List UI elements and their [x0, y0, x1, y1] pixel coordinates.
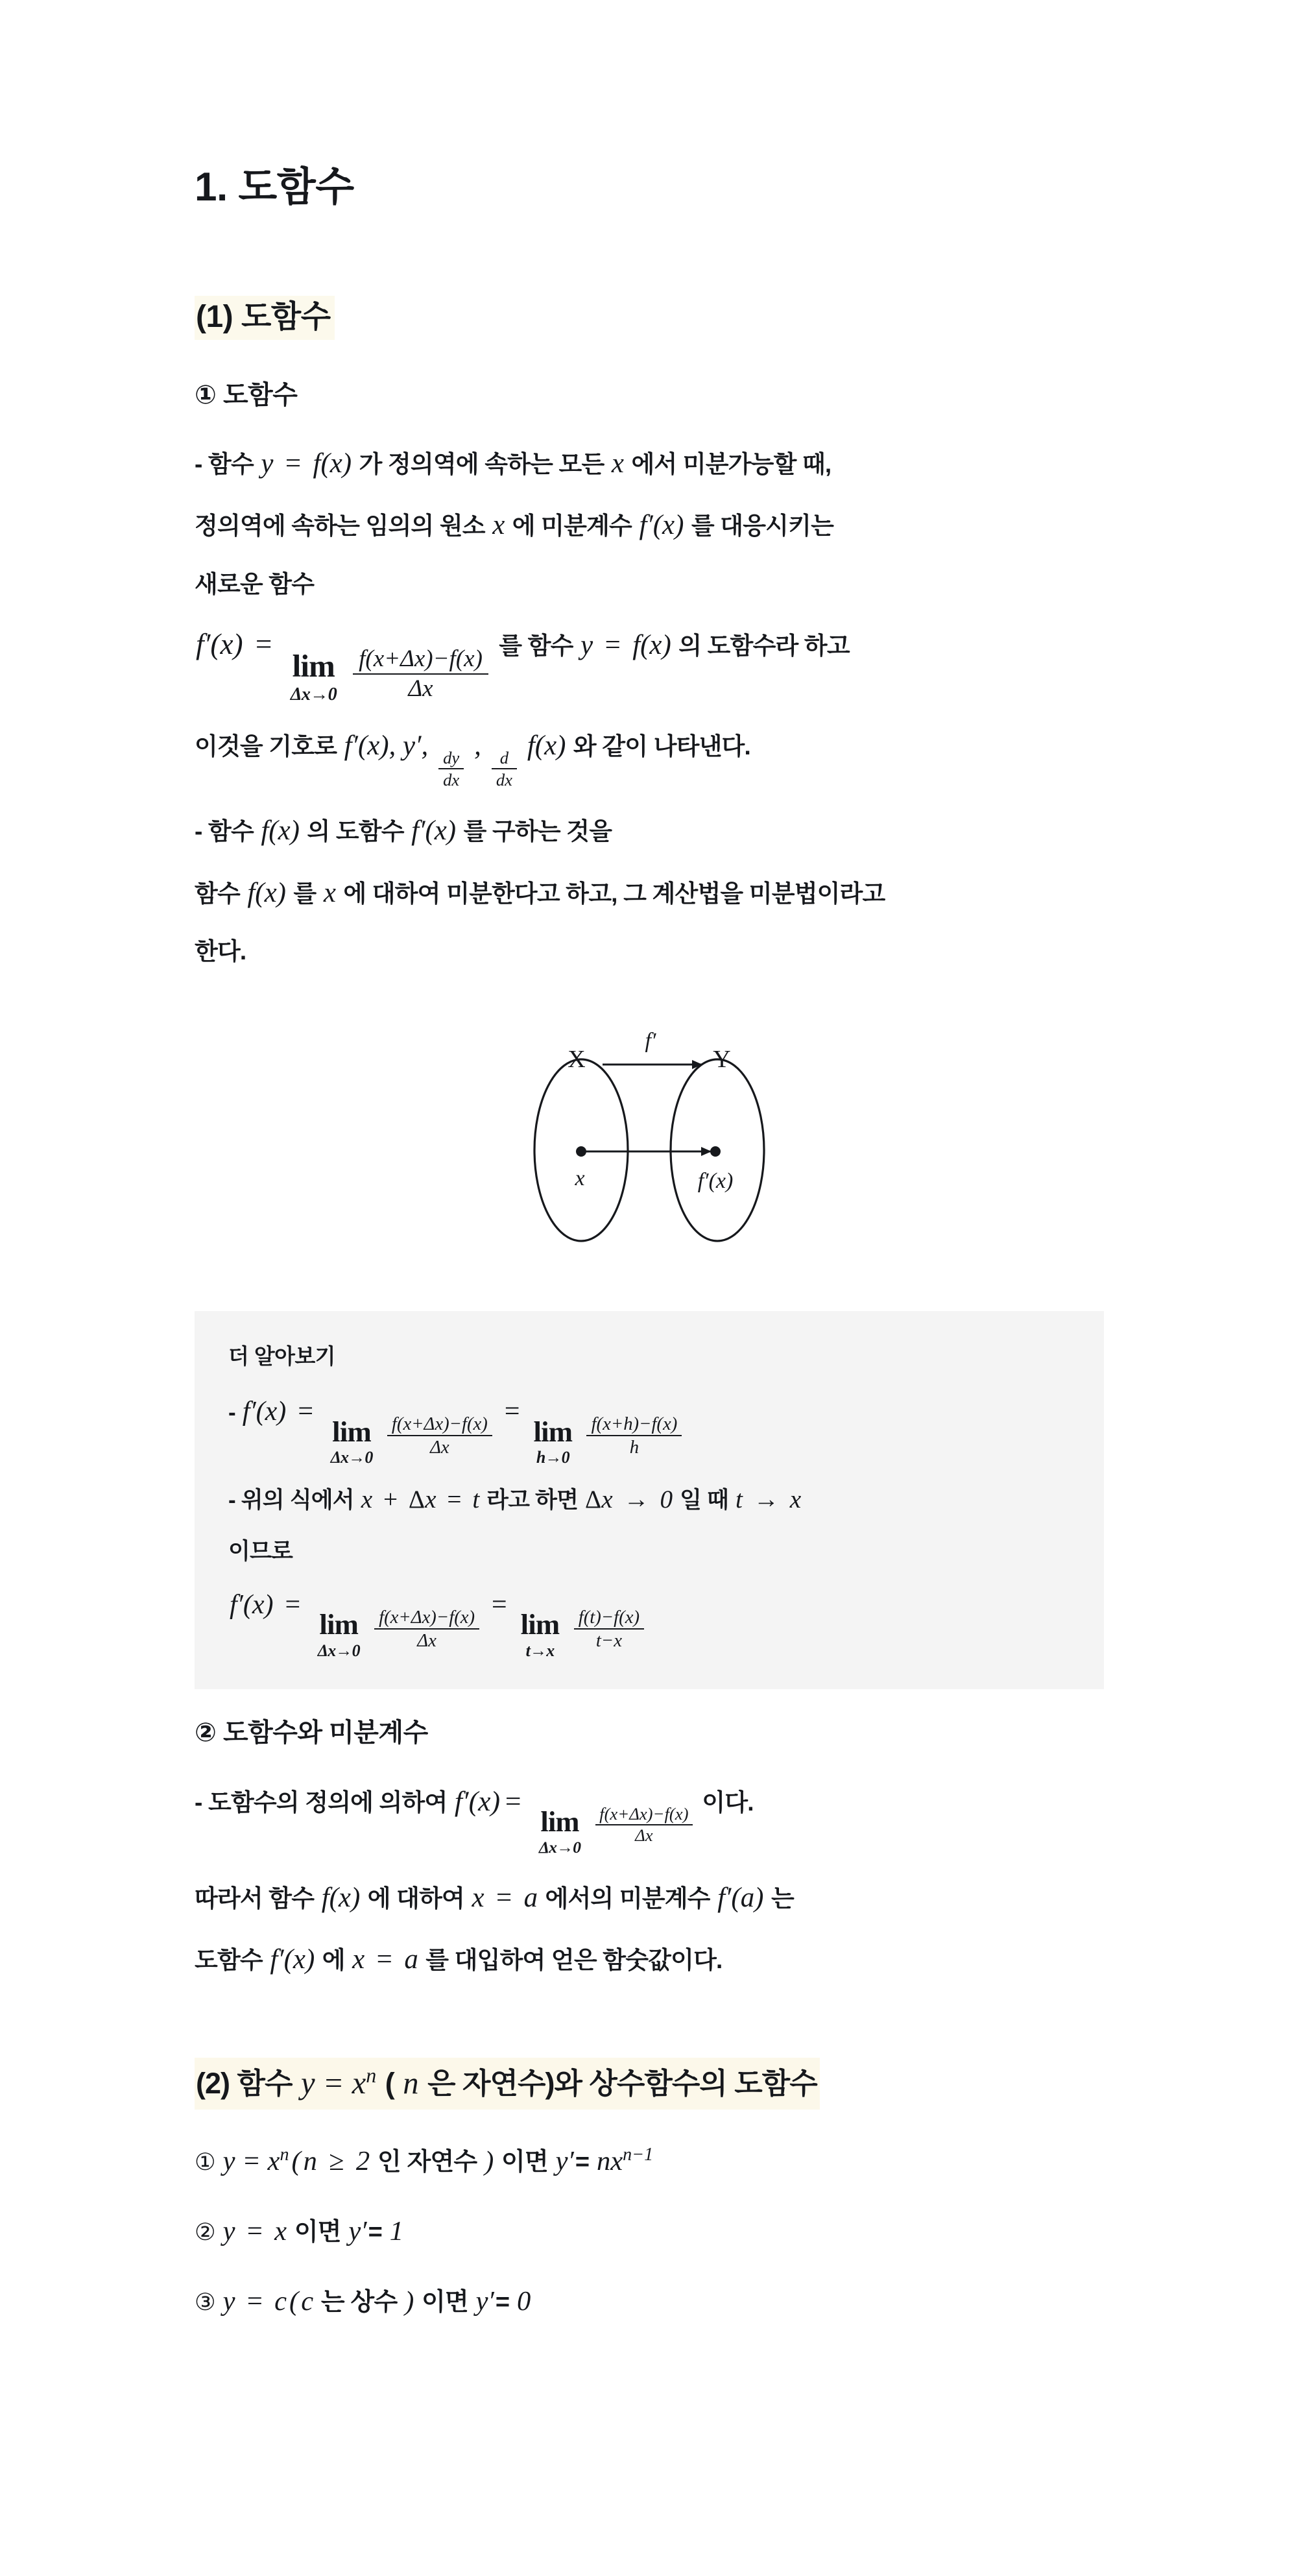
math-rule-result: 0	[517, 2286, 531, 2317]
section-1-heading-wrap	[195, 296, 1104, 340]
math-base: y = x	[300, 2065, 366, 2101]
fraction-denominator: h	[586, 1435, 682, 1458]
paragraph-notation-line	[195, 723, 1104, 789]
text-fragment: 이면	[422, 2289, 468, 2317]
math-x: x	[611, 448, 624, 479]
fraction-denominator: Δx	[374, 1628, 479, 1651]
text-fragment: 를 함수	[499, 632, 573, 659]
limit-delta-x-to-zero	[313, 1610, 365, 1659]
mapping-diagram	[513, 1014, 785, 1260]
point-label-f-prime-x: f′(x)	[697, 1169, 734, 1194]
text-fragment: 에서 미분가능할 때,	[631, 450, 831, 477]
rule-item	[195, 2209, 1104, 2254]
math-x: x	[492, 510, 505, 541]
set-label-x: X	[568, 1046, 586, 1074]
math-rule-result: 1	[389, 2216, 404, 2247]
text-fragment: 일 때	[680, 1487, 729, 1513]
text-fragment: -	[228, 1400, 235, 1426]
math-y-equals-x-pow-n	[300, 2065, 377, 2101]
fraction-numerator: f(x+Δx)−f(x)	[391, 1414, 488, 1435]
text-fragment: 에 대하여 미분한다고 하고, 그 계산법을 미분법이라고	[343, 880, 885, 907]
text-fragment: 를 대입하여 얻은 함숫값이다.	[425, 1947, 723, 1974]
section-1-heading: (1) 도함수	[195, 296, 335, 340]
paragraph-differential-coefficient-line-1	[195, 1875, 1104, 1921]
text-fragment: 도함수	[195, 1947, 263, 1974]
fraction-denominator: Δx	[595, 1824, 693, 1845]
limit-subscript: Δx→0	[317, 1641, 360, 1660]
math-rule-lhs: y = x	[222, 2216, 287, 2247]
math-rule-result	[595, 2146, 654, 2176]
point-x-dot	[576, 1146, 586, 1157]
math-fx: f(x)	[247, 877, 286, 908]
text-fragment: 정의역에 속하는 임의의 원소	[195, 512, 485, 540]
math-condition: n ≥ 2	[303, 2146, 370, 2177]
text-fragment: 에 미분계수	[512, 512, 632, 540]
paragraph-derivative-computation-line-3: 한다.	[195, 938, 246, 965]
limit-operator: lim	[292, 648, 335, 684]
math-x-equals-a: x = a	[472, 1882, 538, 1913]
limit-subscript: h→0	[536, 1448, 569, 1467]
limit-h-to-zero	[528, 1417, 577, 1466]
rule-item	[195, 2139, 1104, 2184]
fraction-difference-quotient-delta	[384, 1414, 496, 1458]
callout-learn-more	[195, 1311, 1104, 1689]
fraction-denominator: dx	[438, 768, 463, 789]
math-f-prime-a: f′(a)	[717, 1882, 764, 1913]
text-fragment: - 함수	[195, 450, 254, 477]
math-f-prime-x-equals: f′(x) =	[454, 1785, 521, 1817]
text-fragment: 를	[293, 880, 317, 907]
text-fragment: 함수	[195, 880, 240, 907]
text-fragment: 의 도함수	[307, 818, 404, 845]
fraction-difference-quotient-t	[570, 1607, 647, 1651]
math-paren-open: (	[289, 2286, 299, 2317]
math-paren-open: (	[291, 2146, 301, 2177]
fraction-numerator: f(x+Δx)−f(x)	[359, 645, 483, 673]
math-equals: =	[490, 1590, 508, 1620]
math-x: x	[323, 877, 336, 908]
paragraph-derivative-computation-line-1	[195, 808, 1104, 854]
limit-operator: lim	[319, 1608, 359, 1641]
math-x-equals-a: x = a	[352, 1944, 418, 1975]
subsection-1-2-heading: ② 도함수와 미분계수	[195, 1718, 428, 1747]
callout-equation-row-1	[228, 1390, 1070, 1466]
section-2-heading	[195, 2058, 820, 2110]
math-rule-rhs: y′	[348, 2216, 367, 2247]
rule-item	[195, 2280, 1104, 2324]
paragraph-differential-coefficient-line-2	[195, 1937, 1104, 1982]
point-label-x: x	[575, 1166, 585, 1191]
callout-title: 더 알아보기	[228, 1344, 335, 1369]
math-f-prime-x-equals: f′(x) =	[242, 1397, 314, 1427]
text-fragment: 인 자연수	[377, 2149, 477, 2176]
math-delta-x-to-zero: Δx → 0	[585, 1486, 673, 1514]
fraction-d-dx	[488, 749, 520, 789]
text-fragment: 라고 하면	[486, 1487, 579, 1513]
fraction-denominator: t−x	[574, 1628, 645, 1651]
fraction-numerator: f(x+Δx)−f(x)	[379, 1607, 475, 1628]
set-label-y: Y	[713, 1046, 731, 1074]
fraction-difference-quotient	[348, 646, 493, 702]
math-rule-lhs: y = c	[222, 2286, 287, 2317]
text-fragment: 이면	[294, 2219, 341, 2246]
math-f-prime-x-equals: f′(x) =	[230, 1590, 301, 1620]
math-exponent: n	[280, 2145, 289, 2165]
limit-subscript: Δx→0	[538, 1837, 581, 1857]
math-base: y = x	[222, 2146, 280, 2177]
limit-subscript: Δx→0	[330, 1448, 373, 1467]
paragraph-definition-line-1	[195, 441, 1104, 487]
paragraph-derivative-computation-line-2	[195, 871, 1104, 916]
text-fragment: 따라서 함수	[195, 1884, 315, 1912]
fraction-denominator: Δx	[353, 673, 488, 702]
math-f-prime-x: f′(x)	[639, 510, 684, 541]
text-fragment: 이것을 기호로	[195, 733, 337, 760]
paragraph-derivative-by-definition	[195, 1779, 1104, 1856]
math-condition: c	[301, 2286, 314, 2317]
math-y-equals-fx: y = f(x)	[580, 629, 671, 660]
math-paren-close: )	[484, 2146, 494, 2177]
text-fragment: 은 자연수)와 상수함수의 도함수	[427, 2066, 817, 2100]
text-fragment: =	[575, 2149, 590, 2176]
text-fragment: =	[495, 2289, 510, 2317]
equation-derivative-definition	[195, 621, 1104, 704]
callout-substitution-line	[228, 1479, 1070, 1521]
limit-delta-x-to-zero	[534, 1807, 586, 1856]
fraction-numerator: dy	[443, 748, 460, 768]
math-notation-f-prime-y-prime: f′(x), y′,	[344, 730, 429, 762]
map-label-f-prime: f′	[645, 1029, 656, 1053]
math-rule-lhs	[222, 2146, 291, 2176]
mapping-diagram-wrap	[195, 1014, 1104, 1260]
fraction-difference-quotient-delta	[371, 1607, 483, 1651]
math-paren-close: )	[405, 2286, 414, 2317]
math-f-prime-x-equals: f′(x) =	[196, 627, 272, 660]
fraction-difference-quotient-h	[583, 1414, 685, 1458]
math-exponent: n	[366, 2063, 377, 2087]
callout-therefore-line: 이므로	[228, 1538, 293, 1564]
math-t-to-x: t → x	[735, 1486, 802, 1514]
fraction-denominator: Δx	[387, 1435, 492, 1458]
math-f-prime-x: f′(x)	[270, 1944, 315, 1975]
math-fx: f(x)	[527, 730, 566, 762]
text-fragment: 이면	[501, 2149, 548, 2176]
list-marker: ①	[195, 2148, 215, 2176]
fraction-numerator: d	[499, 748, 509, 768]
paragraph-definition-line-2	[195, 503, 1104, 548]
limit-operator: lim	[533, 1415, 573, 1448]
point-fprime-x-dot	[710, 1146, 721, 1157]
fraction-numerator: f(x+h)−f(x)	[591, 1414, 678, 1435]
text-fragment: 에	[322, 1947, 345, 1974]
callout-equation-row-2	[228, 1583, 1070, 1659]
text-fragment: - 위의 식에서	[228, 1487, 354, 1513]
limit-delta-x-to-zero	[285, 648, 342, 704]
text-fragment: 에서의 미분계수	[545, 1884, 710, 1912]
text-fragment: 이다.	[702, 1788, 754, 1816]
limit-t-to-x	[516, 1610, 565, 1659]
text-fragment: 는 상수	[320, 2289, 398, 2317]
text-fragment: 가 정의역에 속하는 모든	[359, 450, 604, 477]
subsection-1-1-heading: ① 도함수	[195, 380, 298, 409]
paragraph-definition-line-3: 새로운 함수	[195, 570, 315, 597]
math-x-plus-delta-x-equals-t: x + Δx = t	[361, 1486, 480, 1514]
math-comma: ,	[474, 730, 481, 762]
limit-operator: lim	[540, 1805, 579, 1838]
fraction-numerator: f(x+Δx)−f(x)	[599, 1803, 689, 1824]
limit-operator: lim	[520, 1608, 560, 1641]
list-marker: ②	[195, 2218, 215, 2246]
fraction-dy-dx	[436, 749, 467, 789]
math-base: nx	[597, 2146, 623, 2177]
math-f-prime-x: f′(x)	[411, 815, 457, 847]
text-fragment: - 함수	[195, 818, 254, 845]
limit-delta-x-to-zero	[326, 1417, 378, 1466]
math-rule-rhs: y′	[555, 2146, 574, 2177]
text-fragment: 를 구하는 것을	[463, 818, 612, 845]
text-fragment: 의 도함수라 하고	[678, 632, 850, 659]
text-fragment: - 도함수의 정의에 의하여	[195, 1788, 448, 1816]
text-fragment: 와 같이 나타낸다.	[573, 733, 750, 760]
fraction-denominator: dx	[492, 768, 516, 789]
page-title: 1. 도함수	[195, 165, 354, 210]
math-n: n	[403, 2065, 419, 2101]
math-rule-rhs: y′	[475, 2286, 494, 2317]
element-arrow-head	[701, 1147, 712, 1156]
fraction-numerator: f(t)−f(x)	[578, 1607, 640, 1628]
text-fragment: (	[385, 2066, 394, 2100]
math-fx: f(x)	[261, 815, 300, 847]
text-fragment: 에 대하여	[367, 1884, 464, 1912]
text-fragment: 는	[771, 1884, 794, 1912]
text-fragment: =	[368, 2219, 383, 2246]
math-equals: =	[503, 1397, 521, 1427]
limit-subscript: Δx→0	[290, 684, 337, 704]
limit-operator: lim	[332, 1415, 371, 1448]
list-marker: ③	[195, 2288, 215, 2317]
math-exponent: n−1	[623, 2145, 654, 2165]
limit-subscript: t→x	[525, 1641, 555, 1660]
fraction-difference-quotient	[592, 1805, 696, 1845]
text-fragment: 를 대응시키는	[691, 512, 834, 540]
math-y-equals-fx: y = f(x)	[261, 448, 352, 479]
text-fragment: (2) 함수	[196, 2066, 293, 2100]
section-2-heading-wrap	[195, 1999, 1104, 2139]
math-fx: f(x)	[321, 1882, 361, 1913]
